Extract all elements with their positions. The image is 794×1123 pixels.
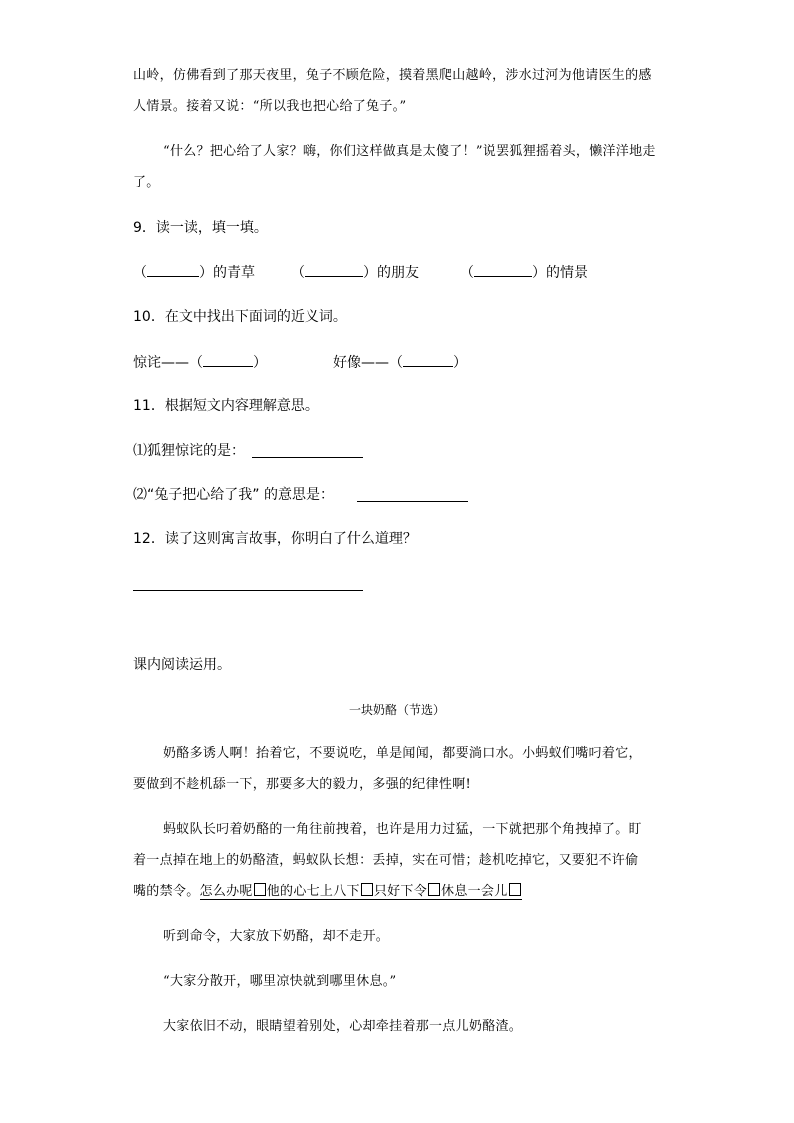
answer-blank[interactable] xyxy=(474,263,532,277)
punctuation-box[interactable] xyxy=(428,883,440,896)
punctuation-exercise: 怎么办呢 他的心七上八下 只好下令 休息一会儿 xyxy=(200,884,522,900)
answer-blank[interactable] xyxy=(305,263,363,277)
passage-p2-line-3: 嘴的禁令。怎么办呢 他的心七上八下 只好下令 休息一会儿 xyxy=(133,883,522,901)
passage-p2-line-1: 蚂蚁队长叼着奶酪的一角往前拽着，也许是用力过猛，一下就把那个角拽掉了。盯 xyxy=(163,822,642,837)
question-9-item-3: （ ）的情景 xyxy=(460,265,588,281)
answer-blank[interactable] xyxy=(147,263,199,277)
question-11-sub-2: ⑵“兔子把心给了我” 的意思是： xyxy=(133,487,334,503)
answer-line[interactable] xyxy=(252,457,363,458)
answer-line[interactable] xyxy=(357,501,468,502)
story-line-2: 人情景。接着又说：“所以我也把心给了兔子。” xyxy=(133,99,407,114)
answer-blank[interactable] xyxy=(403,353,453,367)
punctuation-box[interactable] xyxy=(254,883,266,896)
question-10-word-1: 惊诧——（ ） xyxy=(133,355,267,371)
question-12-label: 12．读了这则寓言故事，你明白了什么道理？ xyxy=(133,531,417,547)
question-9-item-2: （ ）的朋友 xyxy=(291,265,419,281)
passage-title: 一块奶酪（节选） xyxy=(348,703,445,717)
passage-p1-line-2: 要做到不趁机舔一下，那要多大的毅力，多强的纪律性啊! xyxy=(133,777,472,792)
passage-p2-line-2: 着一点掉在地上的奶酪渣，蚂蚁队长想：丢掉，实在可惜；趁机吃掉它，又要犯不许偷 xyxy=(133,853,639,868)
passage-p5: 大家依旧不动，眼睛望着别处，心却牵挂着那一点儿奶酪渣。 xyxy=(163,1019,523,1034)
answer-blank[interactable] xyxy=(203,353,253,367)
story-line-3: “什么？把心给了人家？嗨，你们这样做真是太傻了！”说罢狐狸摇着头，懒洋洋地走 xyxy=(163,144,656,159)
question-11-label: 11．根据短文内容理解意思。 xyxy=(133,398,319,414)
question-11-sub-1: ⑴狐狸惊诧的是： xyxy=(133,443,245,459)
answer-line[interactable] xyxy=(133,590,363,591)
punctuation-box[interactable] xyxy=(361,883,373,896)
passage-p4: “大家分散开，哪里凉快就到哪里休息。” xyxy=(163,974,397,989)
question-10-word-2: 好像——（ ） xyxy=(333,355,467,371)
question-9-item-1: （ ）的青草 xyxy=(133,265,255,281)
punctuation-box[interactable] xyxy=(509,883,521,896)
section-intro: 课内阅读运用。 xyxy=(133,657,231,673)
passage-p1-line-1: 奶酪多诱人啊！抬着它，不要说吃，单是闻闻，都要淌口水。小蚂蚁们嘴叼着它， xyxy=(163,746,642,761)
passage-p3: 听到命令，大家放下奶酪，却不走开。 xyxy=(163,929,390,944)
story-line-1: 山岭，仿佛看到了那天夜里，兔子不顾危险，摸着黑爬山越岭，涉水过河为他请医生的感 xyxy=(133,68,652,83)
question-10-label: 10．在文中找出下面词的近义词。 xyxy=(133,309,347,325)
story-line-4: 了。 xyxy=(133,175,160,190)
question-9-label: 9．读一读，填一填。 xyxy=(133,220,268,236)
